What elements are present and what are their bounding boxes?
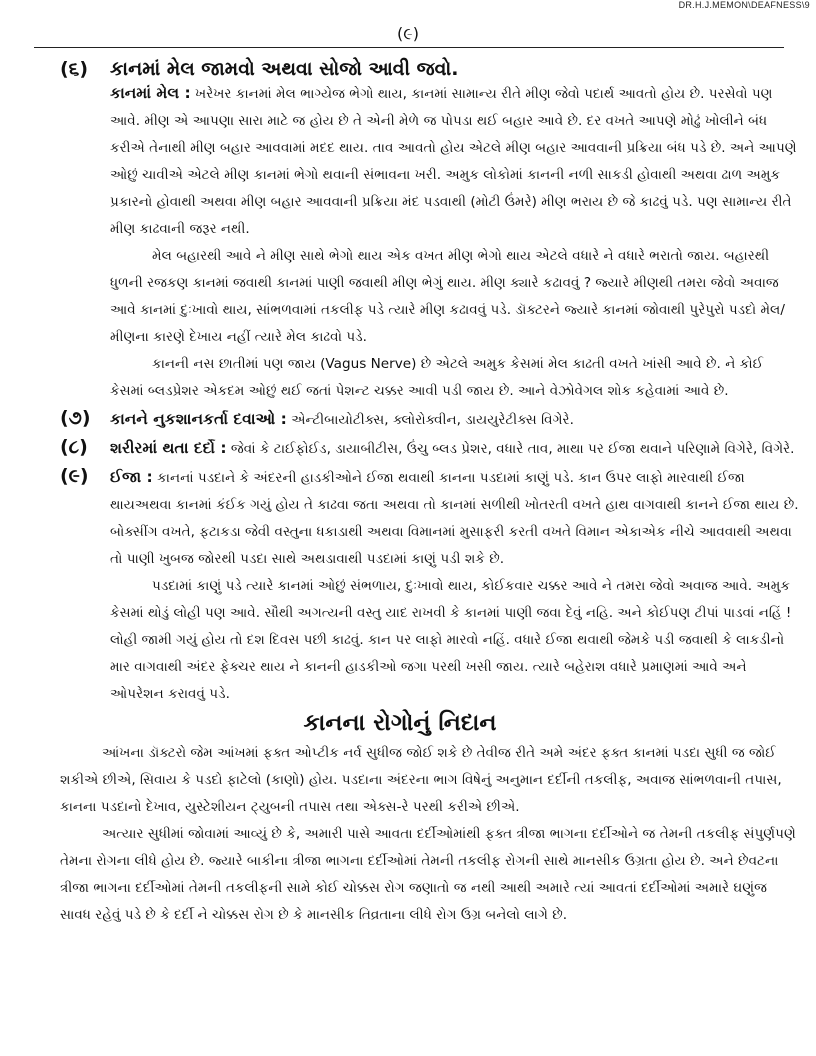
lead-term: શરીરમાં થતા દર્દો :	[110, 439, 227, 457]
paragraph: પડદામાં કાણું પડે ત્યારે કાનમાં ઓછું સંભળાય, દુઃખાવો થાય, કોઈકવાર ચક્કર આવે ને તમરા જેવો અવાજ આવે. અમુક કેસમાં થોડું લોહી પણ આવે. સૌથી અગત્યની વસ્તુ યાદ રાખવી કે કાનમાં પાણી જવા દેવું નહિ. અને કોઈપણ ટીપાં પાડવાં નહિં ! લોહી જામી ગયું હોય તો દશ દિવસ પછી કાઢવું. કાન પર લાફો મારવો નહિં. વધારે ઈજા થવાથી જેમકે પડી જવાથી કે લાકડીનો માર વાગવાથી અંદર ફેક્ચર થાય ને કાનની હાડકીઓ જગા પરથી ખસી જાય. ત્યારે બહેરાશ વધારે પ્રમાણમાં આવે અને ઓપરેશન કરાવવું પડે.	[110, 578, 792, 702]
section-6-body	[110, 80, 800, 405]
header-path: DR.H.J.MEMON\DEAFNESS\9	[678, 0, 810, 10]
paragraph-text: ખરેખર કાનમાં મેલ ભાગ્યેજ ભેગો થાય, કાનમાં સામાન્ય રીતે મીણ જેવો પદાર્થ આવતો હોય છે. પરસેવો પણ આવે. મીણ એ આપણા સારા માટે જ હોય છે તે એની મેળે જ પોપડા થઈ બહાર આવે છે. દર વખતે આપણે મોઢું ખોલીને બંધ કરીએ તેનાથી મીણ બહાર આવવામાં મદદ થાય. તાવ આવતો હોય એટલે મીણ બહાર આવવાની પ્રક્રિયા બંધ પડે છે. અને આપણે ઓછું ચાવીએ એટલે મીણ કાનમાં ભેગો થવાની સંભાવના ખરી. અમુક લોકોમાં કાનની નળી સાકડી હોવાથી અથવા ઢાળ અમુક પ્રકારનો હોવાથી અથવા મીણ બહાર આવવાની પ્રક્રિયા મંદ પડવાથી (મોટી ઉંમરે) મીણ ભરાય છે જે કાઢવું પડે. પણ સામાન્ય રીતે મીણ કાઢવાની જરૂર નથી.	[110, 86, 797, 237]
lead-term: કાનમાં મેલ :	[110, 84, 191, 102]
lead-term: કાનને નુકશાનકર્તા દવાઓ :	[110, 410, 287, 428]
paragraph: મેલ બહારથી આવે ને મીણ સાથે ભેગો થાય એક વખત મીણ ભેગો થાય એટલે વધારે ને વધારે ભરાતો જાય. બહારથી ધુળની રજકણ કાનમાં જવાથી કાનમાં પાણી જવાથી મીણ ભેગું થાય. મીણ ક્યારે કઢાવવું ? જ્યારે મીણથી તમરા જેવો અવાજ આવે કાનમાં દુઃખાવો થાય, સાંભળવામાં તકલીફ પડે ત્યારે મીણ કઢાવવું પડે. ડૉક્ટરને જ્યારે કાનમાં જોવાથી પુરેપુરો પડદો મેલ/મીણના કારણે દેખાય નહીં ત્યારે મેલ કાઢવો પડે.	[110, 248, 785, 345]
diagnosis-heading: કાનના રોગોનું નિદાન	[303, 710, 497, 736]
section-8	[60, 434, 800, 463]
section-number: (૬)	[60, 58, 89, 80]
section-number: (૯)	[60, 465, 89, 487]
paragraph-text: એન્ટીબાયોટીક્સ, ક્લોરોક્વીન, ડાયયુરેટીક્સ વિગેરે.	[291, 412, 574, 428]
section-number: (૭)	[60, 407, 91, 429]
section-title: કાનમાં મેલ જામવો અથવા સોજો આવી જવો.	[110, 58, 459, 80]
header-rule	[34, 47, 784, 48]
paragraph: અત્યાર સુધીમાં જોવામાં આવ્યું છે કે, અમારી પાસે આવતા દર્દીઓમાંથી ફક્ત ત્રીજા ભાગના દર્દીઓને જ તેમની તકલીફ સંપુર્ણપણે તેમના રોગના લીધે હોય છે. જ્યારે બાકીના ત્રીજા ભાગના દર્દીઓમાં તેમની તકલીફ રોગની સાથે માનસીક ઉગ્રતા હોય છે. અને છેવટના ત્રીજા ભાગના દર્દીઓમાં તેમની તકલીફની સામે કોઈ ચોક્કસ રોગ જણાતો જ નથી આથી અમારે ત્યાં આવતાં દર્દીઓમાં અમારે ઘણુંજ સાવધ રહેવું પડે છે કે દર્દી ને ચોક્કસ રોગ છે કે માનસીક તિવ્રતાના લીધે રોગ ઉગ્ર બનેલો લાગે છે.	[60, 826, 796, 923]
page-number: (૯)	[397, 24, 419, 43]
paragraph-text: કાનનાં પડદાને કે અંદરની હાડકીઓને ઈજા થવાથી કાનના પડદામાં કાણું પડે. કાન ઉપર લાફો મારવાથી ઈજા થાયઅથવા કાનમાં કંઈક ગયું હોય તે કાઢવા જતા અથવા તો કાનમાં સળીથી ખોતરતી વખતે હાથ વાગવાથી કાનને ઈજા થાય છે. બોક્સીંગ વખતે, ફટાકડા જેવી વસ્તુના ધકાડાથી અથવા વિમાનમાં મુસાફરી કરતી વખતે વિમાન એકાએક નીચે આવવાથી અથવા તો પાણી ખુબજ જોરથી પડદા સાથે અથડાવાથી પડદામાં કાણું પડી શકે છે.	[110, 470, 799, 567]
paragraph	[110, 406, 800, 434]
lead-term: ઈજા :	[110, 468, 153, 486]
section-7	[60, 405, 800, 434]
paragraph	[110, 435, 800, 463]
paragraph: કાનની નસ છાતીમાં પણ જાય (Vagus Nerve) છે એટલે અમુક કેસમાં મેલ કાઢતી વખતે ખાંસી આવે છે. ને કોઈ કેસમાં બ્લડપ્રેશર એકદમ ઓછું થઈ જતાં પેશન્ટ ચક્કર આવી પડી જાય છે. આને વેઝોવેગલ શોક કહેવામાં આવે છે.	[110, 356, 764, 399]
paragraph	[110, 464, 800, 573]
paragraph-text: જેવાં કે ટાઈફોઈડ, ડાયાબીટીસ, ઉંચુ બ્લડ પ્રેશર, વધારે તાવ, માથા પર ઈજા થવાને પરિણામે વિગેરે, વિગેરે.	[230, 441, 795, 457]
document-body	[60, 58, 800, 929]
paragraph: આંખના ડૉક્ટરો જેમ આંખમાં ફક્ત ઓપ્ટીક નર્વ સુધીજ જોઈ શકે છે તેવીજ રીતે અમે અંદર ફક્ત કાનમાં પડદા સુધી જ જોઈ શકીએ છીએ, સિવાય કે પડદો ફાટેલો (કાણો) હોય. પડદાના અંદરના ભાગ વિષેનું અનુમાન દર્દીની તકલીફ, અવાજ સાંભળવાની તપાસ, કાનના પડદાનો દેખાવ, યુસ્ટેશીયન ટ્યુબની તપાસ તથા એક્સ-રે પરથી કરીએ છીએ.	[60, 745, 782, 815]
paragraph	[110, 80, 800, 243]
section-number: (૮)	[60, 436, 88, 458]
section-9	[60, 463, 800, 708]
section-6-heading	[60, 58, 800, 80]
section-9-body	[110, 464, 800, 708]
